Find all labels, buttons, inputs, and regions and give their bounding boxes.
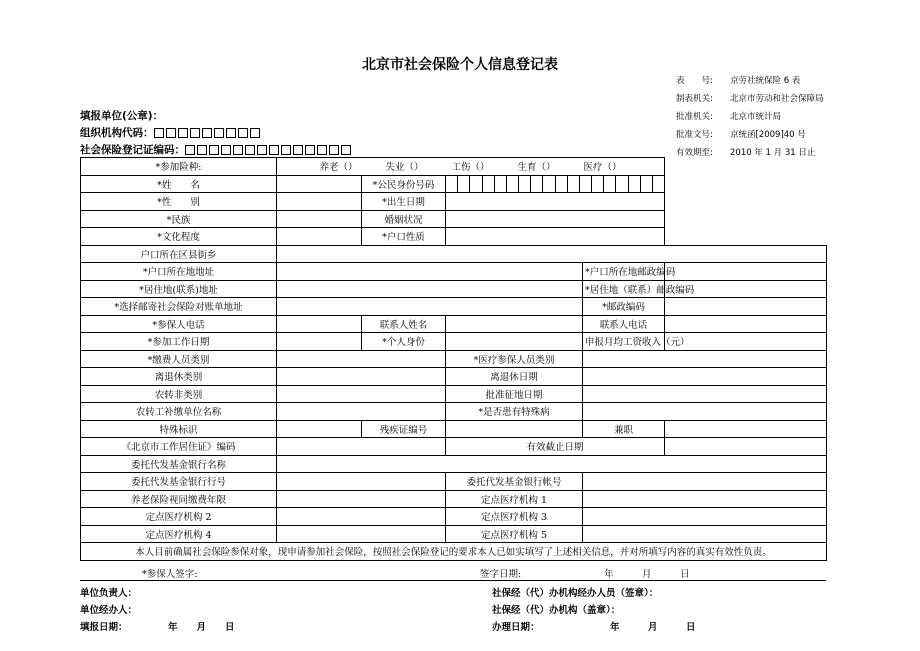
- table-row: 养老保险视同缴费年限 定点医疗机构 1: [81, 490, 827, 508]
- signature-divider: [80, 580, 826, 581]
- signer-label: *参保人签字:: [142, 569, 198, 580]
- table-row: [81, 158, 827, 176]
- table-row: 户口所在区县街乡: [81, 245, 827, 263]
- land-date-field[interactable]: [583, 385, 827, 403]
- hukou-area-field[interactable]: [277, 245, 827, 263]
- org-code-field[interactable]: 组织机构代码：: [80, 125, 262, 140]
- postcode-field[interactable]: [665, 298, 827, 316]
- identity-field[interactable]: [446, 333, 583, 351]
- special-field[interactable]: [277, 420, 362, 438]
- live-address-field[interactable]: [277, 280, 583, 298]
- table-row: 定点医疗机构 4 定点医疗机构 5: [81, 525, 827, 543]
- table-row: [81, 543, 827, 561]
- table-row: 离退休类别 离退休日期: [81, 368, 827, 386]
- table-row: 定点医疗机构 2 定点医疗机构 3: [81, 508, 827, 526]
- marriage-field[interactable]: [446, 210, 665, 228]
- insurance-options[interactable]: 养老（） 失业（） 工伤（） 生育（） 医疗（）: [277, 158, 665, 176]
- disease-field[interactable]: [583, 403, 827, 421]
- table-row: *文化程度 *户口性质: [81, 228, 827, 246]
- bank-no-field[interactable]: [277, 473, 446, 491]
- table-row: *居住地(联系)地址 *居住地（联系）邮政编码: [81, 280, 827, 298]
- hukou-address-field[interactable]: [277, 263, 583, 281]
- contact-phone-field[interactable]: [665, 315, 827, 333]
- org-code-boxes[interactable]: [154, 127, 262, 139]
- med-type-field[interactable]: [583, 350, 827, 368]
- table-row: *参保人电话 联系人姓名 联系人电话: [81, 315, 827, 333]
- insurance-label: *参加险种:: [81, 158, 277, 176]
- valid-date-field[interactable]: [665, 438, 827, 456]
- table-row: *姓 名 *公民身份号码: [81, 175, 827, 193]
- unit-head-label: 单位负责人：: [80, 588, 138, 599]
- meta-issuer: 制表机关: 北京市劳动和社会保障局: [676, 94, 824, 104]
- retire-type-field[interactable]: [277, 368, 446, 386]
- cert-code-field[interactable]: 社会保险登记证编码：: [80, 142, 353, 157]
- table-row: *缴费人员类别 *医疗参保人员类别: [81, 350, 827, 368]
- table-row: *户口所在地地址 *户口所在地邮政编码: [81, 263, 827, 281]
- sex-field[interactable]: [277, 193, 362, 211]
- retire-date-field[interactable]: [583, 368, 827, 386]
- cert-code-boxes[interactable]: [185, 144, 353, 156]
- handle-date-label: 办理日期：: [492, 622, 540, 633]
- sign-date-ymd[interactable]: 年 月 日: [604, 569, 690, 580]
- name-field[interactable]: [277, 175, 362, 193]
- table-row: *民族 婚姻状况: [81, 210, 827, 228]
- table-row: 农转工补缴单位名称 *是否患有特殊病: [81, 403, 827, 421]
- hospital-4-field[interactable]: [277, 525, 446, 543]
- hospital-2-field[interactable]: [277, 508, 446, 526]
- phone-field[interactable]: [277, 315, 362, 333]
- unit-label: 填报单位(公章)：: [80, 110, 164, 122]
- registration-table: [80, 157, 827, 561]
- parttime-field[interactable]: [665, 420, 827, 438]
- birth-field[interactable]: [446, 193, 665, 211]
- declaration: 本人目前确属社会保险参保对象，现申请参加社会保险，按照社会保险登记的要求本人已如实填写了上述相关信息，并对所填写内容的真实有效性负责。: [81, 543, 827, 561]
- hospital-1-field[interactable]: [583, 490, 827, 508]
- table-row: 特殊标识 残疾证编号 兼职: [81, 420, 827, 438]
- meta-approval-no: 批准文号: 京统函[2009]40 号: [676, 130, 806, 140]
- education-field[interactable]: [277, 228, 362, 246]
- meta-valid-until: 有效期至: 2010 年 1 月 31 日止: [676, 148, 816, 158]
- id-number-field[interactable]: [446, 175, 665, 193]
- nation-field[interactable]: [277, 210, 362, 228]
- table-row: 委托代发基金银行名称: [81, 455, 827, 473]
- fill-date-ymd[interactable]: 年 月 日: [168, 622, 235, 633]
- hospital-5-field[interactable]: [583, 525, 827, 543]
- bank-name-field[interactable]: [277, 455, 827, 473]
- meta-form-number: 表 号: 京劳社统保险 6 表: [676, 76, 801, 86]
- table-row: 农转非类别 批准征地日期: [81, 385, 827, 403]
- handle-date-ymd[interactable]: 年 月 日: [610, 622, 696, 633]
- contact-name-field[interactable]: [446, 315, 583, 333]
- agency-staff-label: 社保经（代）办机构经办人员（签章）：: [492, 588, 659, 599]
- meta-approver: 批准机关: 北京市统计局: [676, 112, 782, 122]
- table-row: *性 别 *出生日期: [81, 193, 827, 211]
- table-row: *参加工作日期 *个人身份 申报月均工资收入（元）: [81, 333, 827, 351]
- disabled-no-field[interactable]: [446, 420, 583, 438]
- table-row: 《北京市工作居住证》编码 有效截止日期: [81, 438, 827, 456]
- nz-unit-field[interactable]: [277, 403, 446, 421]
- table-row: 委托代发基金银行行号 委托代发基金银行帐号: [81, 473, 827, 491]
- table-row: *选择邮寄社会保险对账单地址 *邮政编码: [81, 298, 827, 316]
- fill-date-label: 填报日期：: [80, 622, 128, 633]
- page-title: 北京市社会保险个人信息登记表: [362, 57, 558, 73]
- hukou-postcode-field[interactable]: [665, 263, 827, 281]
- work-date-field[interactable]: [277, 333, 362, 351]
- nongzhuan-field[interactable]: [277, 385, 446, 403]
- hukou-type-field[interactable]: [446, 228, 665, 246]
- residence-field[interactable]: [277, 438, 446, 456]
- hospital-3-field[interactable]: [583, 508, 827, 526]
- agency-seal-label: 社保经（代）办机构（盖章）：: [492, 605, 621, 616]
- mail-address-field[interactable]: [277, 298, 583, 316]
- unit-handler-label: 单位经办人：: [80, 605, 138, 616]
- sign-date-label: 签字日期:: [480, 569, 522, 580]
- pension-years-field[interactable]: [277, 490, 446, 508]
- pay-type-field[interactable]: [277, 350, 446, 368]
- bank-account-field[interactable]: [583, 473, 827, 491]
